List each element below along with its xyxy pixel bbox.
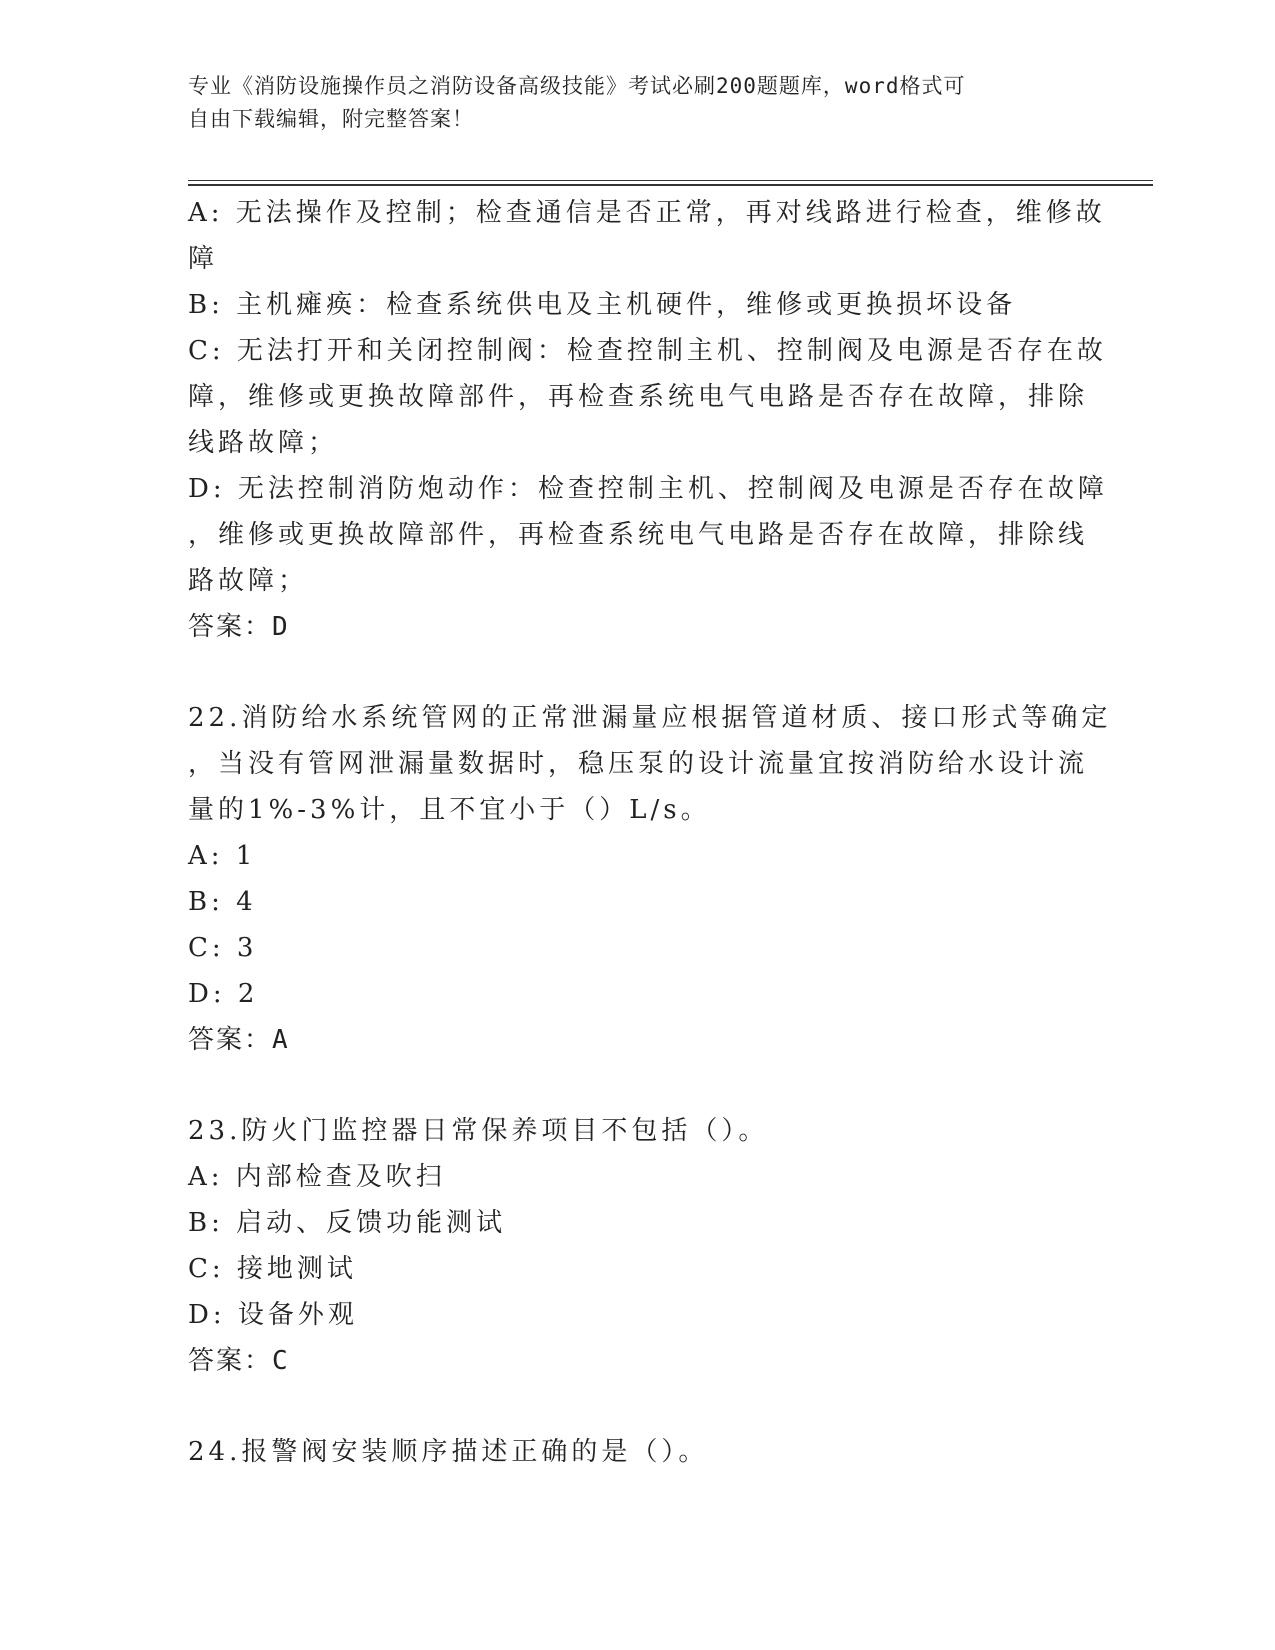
option-c: C: 无法打开和关闭控制阀：检查控制主机、控制阀及电源是否存在故	[188, 336, 1107, 366]
document-body	[188, 190, 1112, 1475]
answer: 答案：C	[188, 1346, 290, 1376]
option-d: D: 设备外观	[188, 1300, 358, 1330]
header-line: 自由下载编辑，附完整答案！	[188, 107, 474, 131]
option-b: B: 启动、反馈功能测试	[188, 1208, 507, 1238]
option-a: A: 无法操作及控制；检查通信是否正常，再对线路进行检查，维修故	[188, 198, 1106, 228]
option-b: B: 主机瘫痪：检查系统供电及主机硬件，维修或更换损坏设备	[188, 290, 1017, 320]
option-a-cont: 障	[188, 244, 219, 274]
option-d: D: 2	[188, 979, 259, 1009]
header-line: 专业《消防设施操作员之消防设备高级技能》考试必刷200题题库，word格式可	[188, 74, 966, 98]
question-24	[188, 1429, 1088, 1475]
answer: 答案：A	[188, 1025, 290, 1055]
question-stem: 24.报警阀安装顺序描述正确的是（）。	[188, 1437, 709, 1467]
header-divider	[188, 180, 1153, 181]
question-23	[188, 1108, 1088, 1384]
question-stem: ，当没有管网泄漏量数据时，稳压泵的设计流量宜按消防给水设计流	[188, 749, 1089, 779]
question-stem: 22.消防给水系统管网的正常泄漏量应根据管道材质、接口形式等确定	[188, 703, 1112, 733]
header-divider-thick	[188, 184, 1153, 186]
option-c-cont: 障，维修或更换故障部件，再检查系统电气电路是否存在故障，排除	[188, 382, 1089, 412]
option-c: C: 接地测试	[188, 1254, 357, 1284]
answer: 答案：D	[188, 612, 290, 642]
option-b: B: 4	[188, 887, 257, 917]
question-stem: 量的1%-3%计，且不宜小于（）L/s。	[188, 795, 711, 825]
question-21-options	[188, 190, 1108, 650]
option-d-cont: ，维修或更换故障部件，再检查系统电气电路是否存在故障，排除线	[188, 520, 1089, 550]
document-header	[188, 70, 1088, 136]
question-22	[188, 695, 1112, 1063]
option-a: A: 1	[188, 841, 257, 871]
option-c-cont: 线路故障；	[188, 428, 339, 458]
option-c: C: 3	[188, 933, 258, 963]
option-a: A: 内部检查及吹扫	[188, 1162, 446, 1192]
option-d-cont: 路故障；	[188, 566, 309, 596]
question-stem: 23.防火门监控器日常保养项目不包括（）。	[188, 1116, 769, 1146]
option-d: D: 无法控制消防炮动作：检查控制主机、控制阀及电源是否存在故障	[188, 474, 1108, 504]
